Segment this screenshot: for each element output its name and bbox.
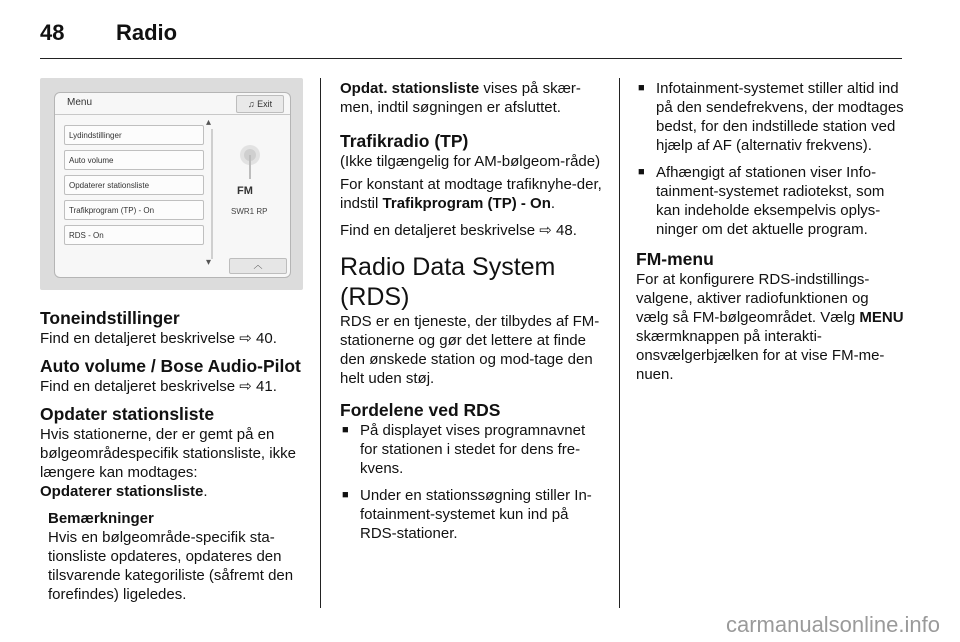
scroll-up-icon[interactable]: ▴	[206, 117, 212, 128]
rds-text: RDS er en tjeneste, der tilbydes af FM-stationerne og gør det lettere at finde den ønskede station og mod-tage den helt uden støj.	[340, 313, 600, 387]
rds-heading: Radio Data System (RDS)	[340, 253, 556, 311]
list-item: ■ Infotainment-systemet stiller altid ind på den sendefrekvens, der modtages bedst, for den indstillede station ved hjælp af AF (alternativ frekvens).	[636, 79, 904, 155]
update-command: Opdaterer stationsliste	[40, 483, 204, 500]
list-item: ■ Under en stationssøgning stiller In-fotainment-systemet kun ind på RDS-stationer.	[340, 486, 606, 543]
note-text: Hvis en bølgeområde-specifik sta-tionsliste opdateres, opdateres den tilsvarende kategoriliste (såfremt den forefindes) ligeledes.	[48, 529, 294, 603]
tp-subtitle: (Ikke tilgængelig for AM-bølgeom-råde)	[340, 153, 601, 170]
page-header	[40, 20, 177, 46]
advantages-heading: Fordelene ved RDS	[340, 400, 501, 420]
tone-text: Find en detaljeret beskrivelse ⇨ 40.	[40, 330, 277, 347]
fm-text-1: For at konfigurere RDS-indstillings-valgene, aktiver radiofunktionen og vælg så FM-bølgeområdet. Vælg	[636, 271, 870, 326]
middle-column	[340, 79, 606, 551]
tp-paragraph	[340, 175, 606, 213]
fm-text-2: skærmknappen på interakti-onsvælgerbjælken for at vise FM-me-nuen.	[636, 328, 885, 383]
right-column	[636, 79, 904, 392]
chevron-up-icon: ︿	[253, 260, 263, 270]
display-screen	[54, 92, 291, 278]
menu-item-update-list[interactable]: Opdaterer stationsliste	[64, 175, 204, 195]
watermark: carmanualsonline.info	[725, 612, 940, 637]
page-number: 48	[40, 20, 65, 45]
chapter-title: Radio	[116, 20, 178, 45]
note-heading: Bemærkninger	[48, 510, 154, 527]
opdat-text: vises på skær-men, indtil søgningen er afsluttet.	[340, 80, 581, 116]
update-list-heading: Opdater stationsliste	[40, 404, 215, 424]
menu-item-rds[interactable]: RDS - On	[64, 225, 204, 245]
list-item: ■ På displayet vises programnavnet for stationen i stedet for dens fre-kvens.	[340, 421, 606, 478]
left-column	[40, 308, 302, 604]
note-box	[40, 509, 302, 604]
tp-text: For konstant at modtage trafiknyhe-der, indstil	[340, 176, 602, 212]
auto-volume-heading: Auto volume / Bose Audio-Pilot	[40, 356, 301, 376]
scroll-down-icon[interactable]: ▾	[206, 257, 212, 268]
list-item: ■ Afhængigt af stationen viser Info-tainment-systemet radiotekst, som kan indeholde eksempelvis oplys-ninger om det aktuelle program.	[636, 163, 904, 239]
column-divider	[320, 78, 321, 608]
rds-features-list	[636, 79, 904, 239]
menu-separator	[55, 114, 290, 115]
radio-wave-icon	[235, 141, 265, 181]
opdat-command: Opdat. stationsliste	[340, 80, 480, 97]
menu-item-sound[interactable]: Lydindstillinger	[64, 125, 204, 145]
menu-item-traffic-program[interactable]: Trafikprogram (TP) - On	[64, 200, 204, 220]
fm-menu-paragraph	[636, 270, 904, 384]
update-list-text	[40, 425, 302, 501]
tp-reference: Find en detaljeret beskrivelse ⇨ 48.	[340, 222, 577, 239]
exit-label: Exit	[257, 99, 273, 109]
fm-menu-heading: FM-menu	[636, 249, 714, 269]
opdat-paragraph	[340, 79, 606, 117]
update-end: .	[203, 483, 208, 500]
auto-volume-text: Find en detaljeret beskrivelse ⇨ 41.	[40, 378, 277, 395]
tp-command: Trafikprogram (TP) - On	[382, 195, 551, 212]
menu-item-auto-volume[interactable]: Auto volume	[64, 150, 204, 170]
column-divider	[619, 78, 620, 608]
station-label: SWR1 RP	[231, 207, 268, 216]
band-label: FM	[237, 185, 253, 197]
collapse-button[interactable]	[229, 258, 287, 274]
exit-button[interactable]: ♫ Exit	[236, 95, 284, 113]
tp-end: .	[550, 195, 556, 212]
update-text: Hvis stationerne, der er gemt på en bølgeområdespecifik stationsliste, ikke længere kan modtages:	[40, 426, 296, 481]
advantages-list	[340, 421, 606, 543]
menu-command: MENU	[859, 309, 904, 326]
tp-heading: Trafikradio (TP)	[340, 131, 469, 151]
menu-screenshot	[40, 78, 303, 290]
tone-heading: Toneindstillinger	[40, 308, 180, 328]
menu-title: Menu	[67, 97, 93, 108]
scrollbar[interactable]	[211, 129, 213, 259]
header-rule	[40, 58, 902, 59]
